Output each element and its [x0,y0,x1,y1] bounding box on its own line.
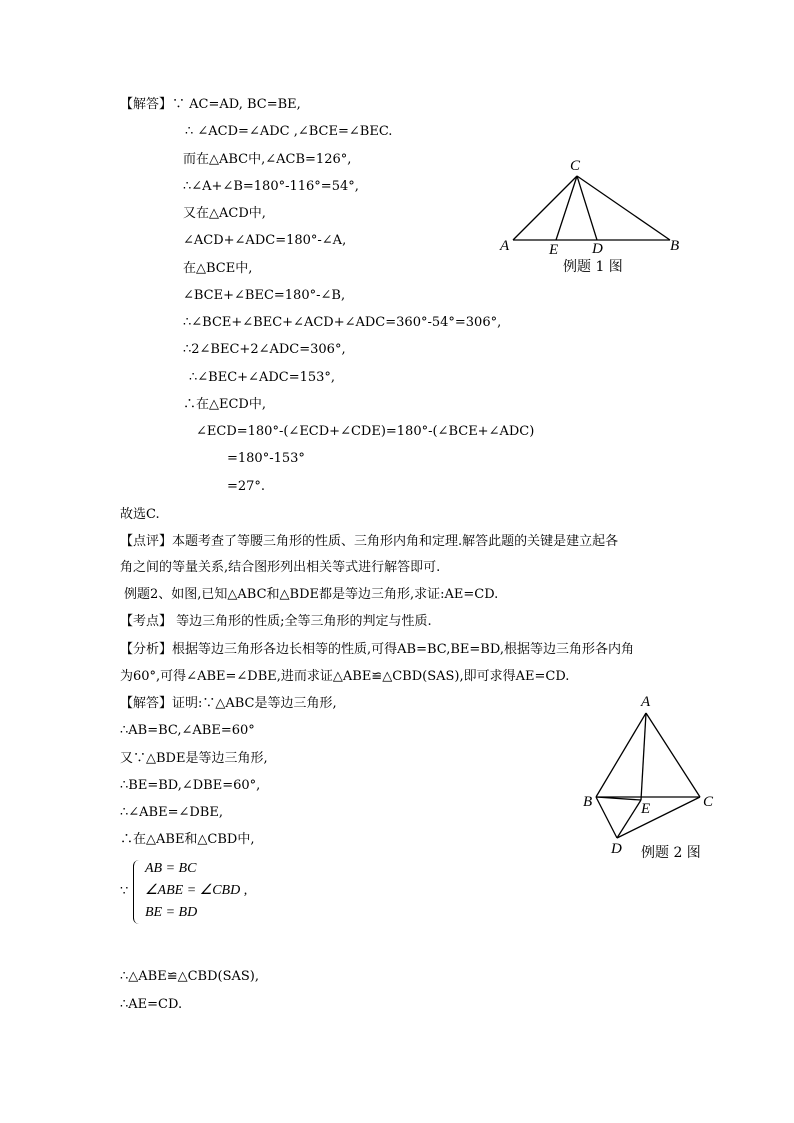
solution-line: ∠ECD=180°-(∠ECD+∠CDE)=180°-(∠BCE+∠ADC) [196,424,535,439]
point-label-b: B [583,794,593,810]
solution-line: ∴∠A+∠B=180°-116°=54°, [183,179,359,194]
proof-line: ∴BE=BD,∠DBE=60°, [120,778,261,793]
solution-line: ∴2∠BEC+2∠ADC=306°, [183,342,346,357]
solution-line: ∠ACD+∠ADC=180°-∠A, [183,233,347,248]
point-label-c: C [570,158,581,174]
point-label-d: D [592,241,603,257]
point-label-e: E [641,801,651,817]
comment-line: 角之间的等量关系,结合图形列出相关等式进行解答即可. [120,560,441,575]
solution-line: ∴在△ECD中, [183,397,266,412]
condition-line: ∠ABE = ∠CBD , [145,883,248,898]
knowledge-point: 【考点】 等边三角形的性质;全等三角形的判定与性质. [120,614,432,629]
condition-line: AB = BC [145,861,197,876]
figure-2-caption: 例题 2 图 [641,845,701,861]
proof-line: ∴AE=CD. [120,997,183,1012]
point-label-b: B [670,238,680,254]
proof-line: ∴∠ABE=∠DBE, [120,805,223,820]
because-symbol: ∵ [120,884,129,899]
answer-line: 故选C. [120,507,160,522]
solution-line: =27°. [227,479,266,494]
proof-line: ∴AB=BC,∠ABE=60° [120,723,255,738]
point-label-e: E [549,242,559,258]
solution-line: ∴∠BEC+∠ADC=153°, [189,370,336,385]
comment-line: 【点评】本题考查了等腰三角形的性质、三角形内角和定理.解答此题的关键是建立起各 [120,534,619,549]
condition-line: BE = BD [145,905,198,920]
example2-question: 例题2、如图,已知△ABC和△BDE都是等边三角形,求证:AE=CD. [124,587,499,602]
solution-line: 又在△ACD中, [183,206,266,221]
solution-line: ∴∠BCE+∠BEC+∠ACD+∠ADC=360°-54°=306°, [183,315,502,330]
solution-line: =180°-153° [227,451,305,466]
proof-line: ∴△ABE≌△CBD(SAS), [120,969,259,984]
proof-line: 又∵△BDE是等边三角形, [120,751,268,766]
solution-line: ∴ ∠ACD=∠ADC ,∠BCE=∠BEC. [185,124,393,139]
solution-line: 而在△ABC中,∠ACB=126°, [183,152,352,167]
proof-line: ∴在△ABE和△CBD中, [120,832,255,847]
solution-line: 【解答】∵ AC=AD, BC=BE, [120,97,301,112]
analysis-line: 为60°,可得∠ABE=∠DBE,进而求证△ABE≌△CBD(SAS),即可求得AE=CD. [120,669,570,684]
point-label-d: D [611,841,622,857]
solution-line: 在△BCE中, [183,261,253,276]
figure-1-caption: 例题 1 图 [563,259,623,275]
point-label-c: C [703,794,714,810]
point-label-a: A [500,238,510,254]
solution-line: ∠BCE+∠BEC=180°-∠B, [183,288,346,303]
analysis-line: 【分析】根据等边三角形各边长相等的性质,可得AB=BC,BE=BD,根据等边三角形各内角 [120,642,634,657]
proof-line: 【解答】证明:∵△ABC是等边三角形, [120,696,337,711]
point-label-a: A [641,694,651,710]
